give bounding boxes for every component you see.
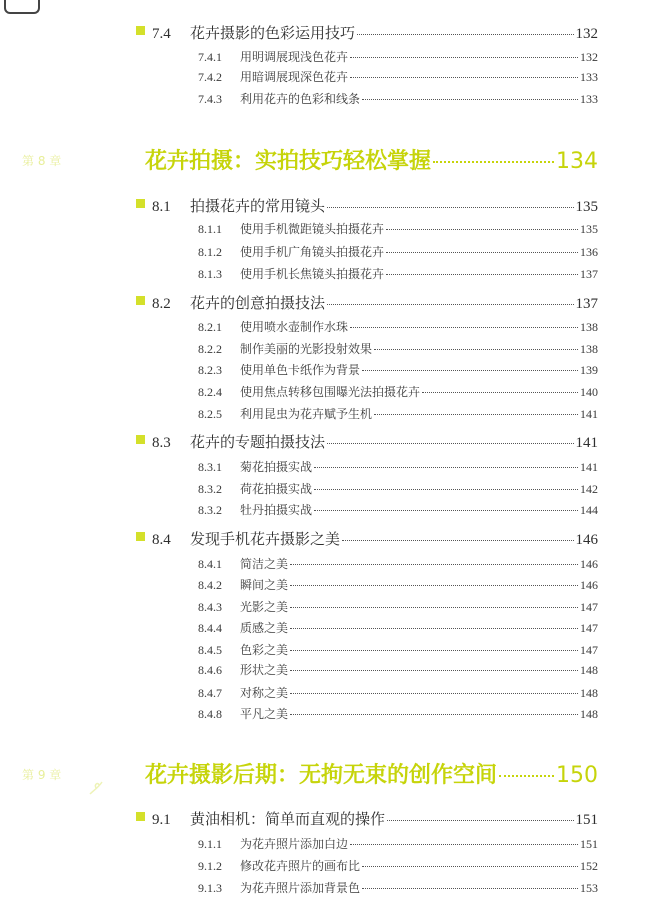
page-number: 141 <box>575 435 598 451</box>
subsection-entry[interactable] <box>198 340 598 357</box>
subsection-entry[interactable] <box>198 555 598 572</box>
dot-leader <box>433 161 554 163</box>
page-number: 137 <box>580 267 598 281</box>
section-entry[interactable] <box>152 195 598 216</box>
entry-title: 色彩之美 <box>240 643 289 657</box>
entry-title: 花卉拍摄：实拍技巧轻松掌握 <box>145 149 432 174</box>
dot-leader <box>327 304 573 305</box>
entry-title: 平凡之美 <box>240 707 289 721</box>
section-entry[interactable] <box>152 22 598 43</box>
subsection-entry[interactable] <box>198 619 598 636</box>
page-number: 140 <box>580 385 598 399</box>
subsection-entry[interactable] <box>198 90 598 107</box>
entry-title: 花卉摄影的色彩运用技巧 <box>190 24 356 42</box>
subsection-entry[interactable] <box>198 265 598 282</box>
page-number: 153 <box>580 881 598 895</box>
entry-title: 形状之美 <box>240 663 289 677</box>
entry-title: 使用手机广角镜头拍摄花卉 <box>240 245 385 259</box>
dot-leader <box>290 650 578 651</box>
subsection-entry[interactable] <box>198 857 598 874</box>
dot-leader <box>290 585 578 586</box>
subsection-entry[interactable] <box>198 684 598 701</box>
dot-leader <box>362 866 578 867</box>
dot-leader <box>314 467 578 468</box>
entry-number: 8.3.2 <box>198 482 222 496</box>
entry-number: 8.4.4 <box>198 621 222 635</box>
dot-leader <box>386 274 578 275</box>
page-number: 133 <box>580 70 598 84</box>
entry-number: 8.1.2 <box>198 245 222 259</box>
entry-number: 7.4 <box>152 26 171 42</box>
entry-number: 8.1.1 <box>198 222 222 236</box>
section-entry[interactable] <box>152 528 598 549</box>
entry-number: 8.3.1 <box>198 460 222 474</box>
page-number: 147 <box>580 643 598 657</box>
entry-title: 用暗调展现深色花卉 <box>240 70 349 84</box>
entry-number: 7.4.1 <box>198 50 222 64</box>
entry-title: 花卉摄影后期：无拘无束的创作空间 <box>145 763 498 788</box>
subsection-entry[interactable] <box>198 405 598 422</box>
entry-title: 制作美丽的光影投射效果 <box>240 342 373 356</box>
page-number: 133 <box>580 92 598 106</box>
page-number: 142 <box>580 482 598 496</box>
entry-title: 使用单色卡纸作为背景 <box>240 363 361 377</box>
chapter-entry[interactable] <box>145 758 598 789</box>
entry-number: 9.1.2 <box>198 859 222 873</box>
entry-number: 8.4.2 <box>198 578 222 592</box>
square-bullet-icon <box>136 26 145 35</box>
corner-mark <box>4 0 40 14</box>
page-number: 141 <box>580 407 598 421</box>
entry-title: 使用喷水壶制作水珠 <box>240 320 349 334</box>
page-number: 144 <box>580 503 598 517</box>
page-number: 132 <box>575 26 598 42</box>
square-bullet-icon <box>136 532 145 541</box>
page-number: 135 <box>575 199 598 215</box>
entry-title: 使用手机微距镜头拍摄花卉 <box>240 222 385 236</box>
subsection-entry[interactable] <box>198 318 598 335</box>
page-number: 147 <box>580 621 598 635</box>
subsection-entry[interactable] <box>198 705 598 722</box>
subsection-entry[interactable] <box>198 598 598 615</box>
dot-leader <box>386 229 578 230</box>
page-number: 151 <box>580 837 598 851</box>
dot-leader <box>290 714 578 715</box>
entry-title: 荷花拍摄实战 <box>240 482 313 496</box>
entry-number: 8.3.2 <box>198 503 222 517</box>
page-number: 134 <box>556 149 598 174</box>
entry-title: 牡丹拍摄实战 <box>240 503 313 517</box>
entry-title: 利用花卉的色彩和线条 <box>240 92 361 106</box>
chapter-entry[interactable] <box>145 144 598 175</box>
dot-leader <box>362 99 578 100</box>
square-bullet-icon <box>136 296 145 305</box>
dot-leader <box>314 510 578 511</box>
square-bullet-icon <box>136 435 145 444</box>
entry-title: 为花卉照片添加白边 <box>240 837 349 851</box>
entry-title: 发现手机花卉摄影之美 <box>190 530 341 548</box>
entry-number: 8.4.7 <box>198 686 222 700</box>
page-number: 138 <box>580 342 598 356</box>
page-number: 148 <box>580 686 598 700</box>
page-number: 146 <box>580 578 598 592</box>
subsection-entry[interactable] <box>198 383 598 400</box>
page-number: 136 <box>580 245 598 259</box>
dot-leader <box>327 443 573 444</box>
dot-leader <box>350 77 578 78</box>
square-bullet-icon <box>136 812 145 821</box>
entry-title: 修改花卉照片的画布比 <box>240 859 361 873</box>
entry-number: 9.1.1 <box>198 837 222 851</box>
entry-number: 8.1 <box>152 199 171 215</box>
entry-title: 用明调展现浅色花卉 <box>240 50 349 64</box>
dot-leader <box>327 207 573 208</box>
entry-number: 9.1.3 <box>198 881 222 895</box>
entry-title: 黄油相机：简单而直观的操作 <box>190 810 386 828</box>
entry-number: 8.2.3 <box>198 363 222 377</box>
entry-number: 8.4.8 <box>198 707 222 721</box>
entry-number: 8.2.2 <box>198 342 222 356</box>
entry-number: 7.4.2 <box>198 70 222 84</box>
dot-leader <box>290 607 578 608</box>
section-entry[interactable] <box>152 431 598 452</box>
entry-number: 9.1 <box>152 812 171 828</box>
chapter-label: 第 9 章 <box>22 768 62 782</box>
subsection-entry[interactable] <box>198 243 598 260</box>
subsection-entry[interactable] <box>198 879 598 896</box>
subsection-entry[interactable] <box>198 458 598 475</box>
page-number: 148 <box>580 707 598 721</box>
page-number: 151 <box>575 812 598 828</box>
page-number: 147 <box>580 600 598 614</box>
page-number: 132 <box>580 50 598 64</box>
entry-number: 8.3 <box>152 435 171 451</box>
entry-number: 8.4.3 <box>198 600 222 614</box>
page-number: 139 <box>580 363 598 377</box>
entry-title: 质感之美 <box>240 621 289 635</box>
dot-leader <box>422 392 578 393</box>
entry-title: 利用昆虫为花卉赋予生机 <box>240 407 373 421</box>
subsection-entry[interactable] <box>198 480 598 497</box>
subsection-entry[interactable] <box>198 220 598 237</box>
subsection-entry[interactable] <box>198 48 598 65</box>
entry-number: 8.2.1 <box>198 320 222 334</box>
subsection-entry[interactable] <box>198 835 598 852</box>
entry-title: 使用焦点转移包围曝光法拍摄花卉 <box>240 385 421 399</box>
square-bullet-icon <box>136 199 145 208</box>
dot-leader <box>357 34 573 35</box>
entry-title: 为花卉照片添加背景色 <box>240 881 361 895</box>
entry-title: 对称之美 <box>240 686 289 700</box>
dot-leader <box>374 414 578 415</box>
dot-leader <box>350 57 578 58</box>
dot-leader <box>290 670 578 671</box>
dot-leader <box>362 370 578 371</box>
entry-title: 简洁之美 <box>240 557 289 571</box>
dot-leader <box>387 820 573 821</box>
section-entry[interactable] <box>152 808 598 829</box>
page-number: 135 <box>580 222 598 236</box>
entry-number: 8.4.5 <box>198 643 222 657</box>
entry-title: 光影之美 <box>240 600 289 614</box>
entry-title: 瞬间之美 <box>240 578 289 592</box>
entry-number: 8.4.1 <box>198 557 222 571</box>
entry-title: 拍摄花卉的常用镜头 <box>190 197 326 215</box>
dot-leader <box>350 327 578 328</box>
dot-leader <box>314 489 578 490</box>
page-number: 146 <box>580 557 598 571</box>
entry-number: 8.4.6 <box>198 663 222 677</box>
entry-number: 8.2.4 <box>198 385 222 399</box>
dot-leader <box>290 564 578 565</box>
subsection-entry[interactable] <box>198 641 598 658</box>
dot-leader <box>386 252 578 253</box>
dot-leader <box>350 844 578 845</box>
entry-number: 8.2 <box>152 296 171 312</box>
dot-leader <box>290 628 578 629</box>
entry-number: 7.4.3 <box>198 92 222 106</box>
subsection-entry[interactable] <box>198 661 598 678</box>
page-number: 137 <box>575 296 598 312</box>
entry-number: 8.4 <box>152 532 171 548</box>
page-number: 138 <box>580 320 598 334</box>
subsection-entry[interactable] <box>198 361 598 378</box>
page-number: 141 <box>580 460 598 474</box>
dot-leader <box>342 540 573 541</box>
chapter-label: 第 8 章 <box>22 154 62 168</box>
page-number: 150 <box>556 763 598 788</box>
subsection-entry[interactable] <box>198 68 598 85</box>
dot-leader <box>362 888 578 889</box>
page-number: 148 <box>580 663 598 677</box>
page-number: 146 <box>575 532 598 548</box>
section-entry[interactable] <box>152 292 598 313</box>
dot-leader <box>374 349 578 350</box>
subsection-entry[interactable] <box>198 576 598 593</box>
entry-title: 菊花拍摄实战 <box>240 460 313 474</box>
entry-number: 8.2.5 <box>198 407 222 421</box>
entry-title: 花卉的专题拍摄技法 <box>190 433 326 451</box>
flower-icon <box>86 778 106 798</box>
dot-leader <box>290 693 578 694</box>
subsection-entry[interactable] <box>198 501 598 518</box>
page-number: 152 <box>580 859 598 873</box>
dot-leader <box>499 775 554 777</box>
entry-title: 花卉的创意拍摄技法 <box>190 294 326 312</box>
entry-number: 8.1.3 <box>198 267 222 281</box>
entry-title: 使用手机长焦镜头拍摄花卉 <box>240 267 385 281</box>
